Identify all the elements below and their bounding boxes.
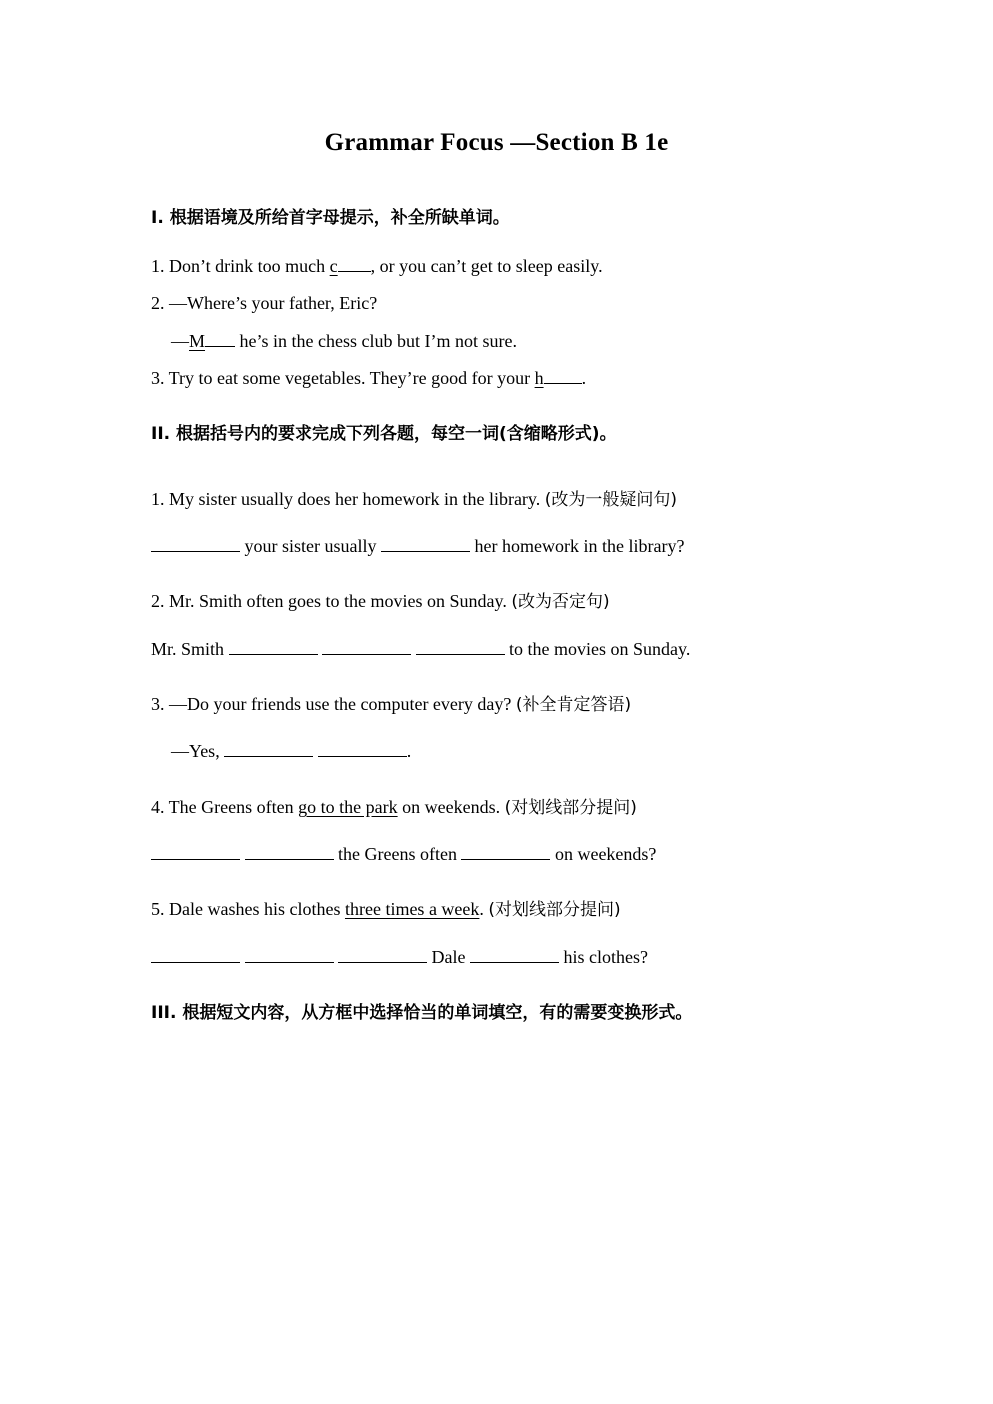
answer-blank[interactable] (318, 755, 407, 757)
answer-blank[interactable] (544, 382, 582, 384)
s2-question-2: 2. Mr. Smith often goes to the movies on Sunday. (改为否定句) (151, 591, 610, 612)
s2-answer-2: Mr. Smith to the movies on Sunday. (151, 639, 691, 659)
answer-blank[interactable] (245, 858, 334, 860)
answer-blank[interactable] (245, 961, 334, 963)
answer-blank[interactable] (151, 961, 240, 963)
s2-question-3: 3. —Do your friends use the computer every day? (补全肯定答语) (151, 694, 632, 715)
s2-answer-4: the Greens often on weekends? (151, 844, 656, 865)
section-2-heading: II. 根据括号内的要求完成下列各题，每空一词(含缩略形式)。 (151, 424, 617, 444)
s1-question-2a: 2. —Where’s your father, Eric? (151, 293, 378, 313)
hint-letter: M (189, 331, 206, 351)
answer-blank[interactable] (416, 653, 505, 655)
s2-question-5: 5. Dale washes his clothes three times a week. (对划线部分提问) (151, 899, 621, 920)
answer-blank[interactable] (470, 961, 559, 963)
answer-blank[interactable] (381, 550, 470, 552)
answer-blank[interactable] (151, 858, 240, 860)
s2-answer-1: your sister usually her homework in the library? (151, 536, 684, 557)
answer-blank[interactable] (151, 550, 240, 552)
s1-question-2b: —M he’s in the chess club but I’m not sure. (171, 331, 517, 351)
s2-answer-3: —Yes, . (171, 741, 412, 761)
underlined-phrase: go to the park (298, 797, 398, 817)
answer-blank[interactable] (229, 653, 318, 655)
s1-question-3: 3. Try to eat some vegetables. They’re good for your h . (151, 368, 587, 388)
page-title: Grammar Focus —Section B 1e (324, 129, 669, 156)
answer-blank[interactable] (338, 270, 371, 272)
section-1-heading: I. 根据语境及所给首字母提示，补全所缺单词。 (151, 208, 510, 228)
s1-question-1: 1. Don’t drink too much c , or you can’t get to sleep easily. (151, 256, 603, 276)
section-3-heading: III. 根据短文内容，从方框中选择恰当的单词填空，有的需要变换形式。 (151, 1003, 693, 1023)
underlined-phrase: three times a week (344, 899, 480, 919)
answer-blank[interactable] (461, 858, 550, 860)
s2-question-1: 1. My sister usually does her homework in the library. (改为一般疑问句) (151, 489, 678, 510)
answer-blank[interactable] (322, 653, 411, 655)
hint-letter: h (534, 368, 544, 388)
answer-blank[interactable] (224, 755, 313, 757)
answer-blank[interactable] (205, 345, 235, 347)
hint-letter: c (329, 256, 338, 276)
answer-blank[interactable] (338, 961, 427, 963)
s2-question-4: 4. The Greens often go to the park on weekends. (对划线部分提问) (151, 797, 637, 818)
s2-answer-5: Dale his clothes? (151, 947, 648, 968)
